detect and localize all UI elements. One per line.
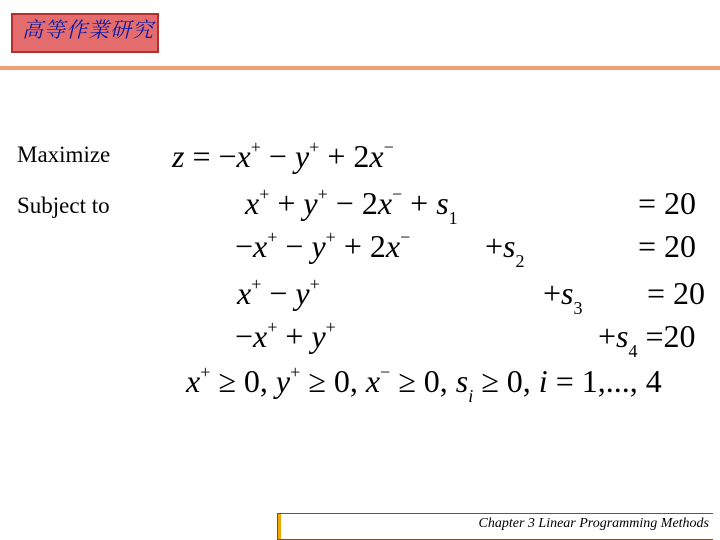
constraint-4-slack-rhs: $+s_4 =20$: [598, 318, 696, 361]
maximize-label: Maximize: [17, 142, 111, 167]
constraint-3-slack: $+s_3$: [543, 275, 583, 318]
constraint-1-rhs: = 20: [638, 185, 697, 221]
constraint-3-rhs: = 20: [647, 275, 706, 311]
footer-chapter-title: Chapter 3 Linear Programming Methods: [478, 516, 709, 531]
constraint-2-rhs: = 20: [638, 228, 697, 264]
constraint-2-slack: $+s_2$: [485, 228, 525, 271]
constraint-4-lhs: −x+ + y+: [235, 317, 336, 354]
slide-title: 高等作業研究: [22, 18, 154, 42]
constraint-2-lhs: −x+ − y+ + 2x−: [235, 227, 411, 264]
subject-to-label: Subject to: [17, 193, 110, 218]
constraint-3-lhs: x+ − y+: [237, 274, 320, 311]
header-divider: [0, 66, 720, 70]
objective-equation: z = −x+ − y+ + 2x−: [172, 137, 394, 174]
nonnegativity-constraints: x+ ≥ 0, y+ ≥ 0, x− ≥ 0, $s_i \ge 0$, i = 1,..., 4: [186, 362, 662, 406]
constraint-1-lhs: $x^+ + y^+ - 2x^- + s_1$: [245, 184, 458, 228]
